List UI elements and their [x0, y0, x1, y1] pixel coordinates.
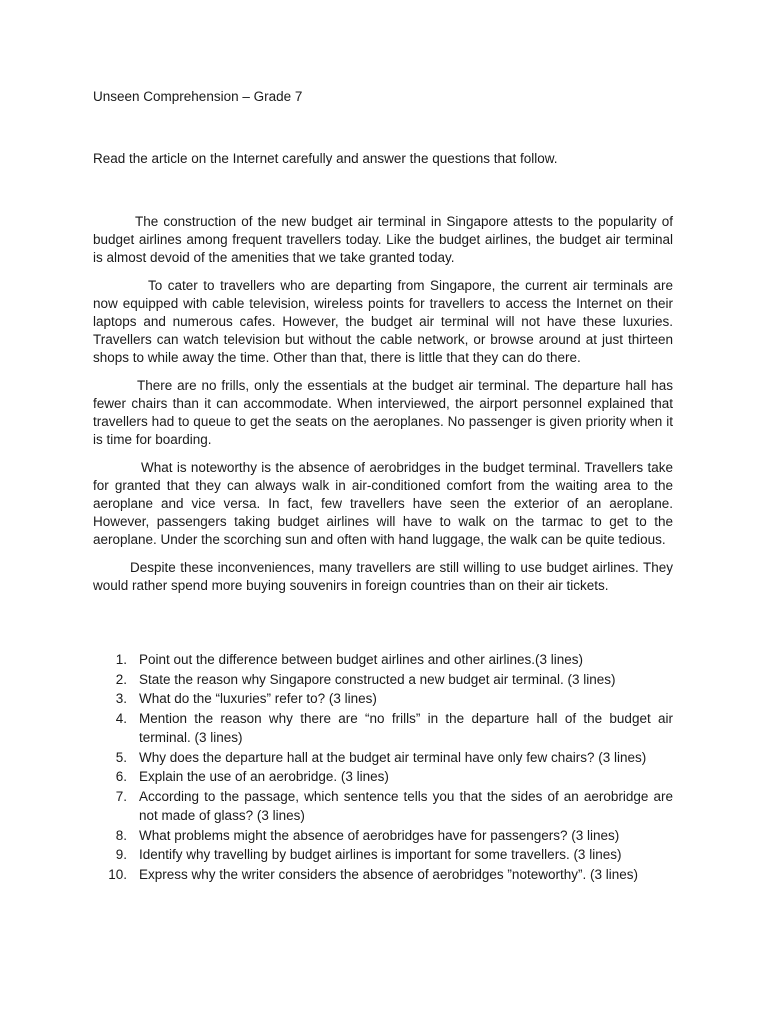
question-text: What do the “luxuries” refer to? (3 lines) [139, 691, 377, 706]
question-text: According to the passage, which sentence tells you that the sides of an aerobridge are not made of glass? (3 lines) [139, 788, 673, 823]
question-number: 2. [115, 671, 127, 687]
question-item [93, 845, 673, 865]
instruction-text: Read the article on the Internet carefully and answer the questions that follow. [93, 151, 558, 166]
question-number: 1. [115, 652, 127, 667]
question-item [93, 787, 673, 826]
question-item [93, 767, 673, 787]
article-body [93, 213, 673, 605]
article-paragraph: To cater to travellers who are departing from Singapore, the current air terminals are now equipped with cable television, wireless points for travellers to access the Internet on their laptops and numerous cafes. However, the budget air terminal will not have these luxuries. Travellers can watch television but without the cable network, or browse around at just thirteen shops to while away the time. Other than that, there is little that they can do there. [93, 278, 673, 365]
question-text: Why does the departure hall at the budget air terminal have only few chairs? (3 lines) [139, 749, 647, 765]
question-item [93, 748, 673, 768]
question-number: 4. [115, 710, 127, 726]
question-number: 8. [115, 827, 127, 843]
article-paragraph: There are no frills, only the essentials at the budget air terminal. The departure hall has fewer chairs than it can accommodate. When interviewed, the airport personnel explained that travellers had to queue to get the seats on the aeroplanes. No passenger is given priority when it is time for boarding. [93, 378, 673, 447]
question-item [93, 709, 673, 748]
question-text: Mention the reason why there are “no frills” in the departure hall of the budget air terminal. (3 lines) [139, 710, 673, 745]
question-text: State the reason why Singapore constructed a new budget air terminal. (3 lines) [139, 671, 616, 687]
article-paragraph: What is noteworthy is the absence of aerobridges in the budget terminal. Travellers take for granted that they can always walk in air-conditioned comfort from the waiting area to the aeroplane and vice versa. In fact, few travellers have seen the exterior of an aeroplane. However, passengers taking budget airlines will have to walk on the tarmac to get to the aeroplane. Under the scorching sun and often with hand luggage, the walk can be quite tedious. [93, 460, 673, 547]
question-text: Explain the use of an aerobridge. (3 lines) [139, 769, 389, 784]
question-list [93, 650, 673, 884]
article-paragraph: Despite these inconveniences, many travellers are still willing to use budget airlines. They would rather spend more buying souvenirs in foreign countries than on their air tickets. [93, 560, 673, 593]
question-number: 3. [115, 691, 127, 706]
question-text: Point out the difference between budget airlines and other airlines.(3 lines) [139, 652, 584, 667]
question-text: Express why the writer considers the absence of aerobridges ”noteworthy”. (3 lines) [139, 866, 638, 882]
question-number: 5. [115, 749, 127, 765]
question-item [93, 689, 673, 709]
question-item [93, 865, 673, 885]
question-number: 7. [115, 788, 127, 804]
question-item [93, 670, 673, 690]
question-number: 10. [108, 866, 127, 882]
question-number: 9. [115, 847, 127, 862]
question-text: What problems might the absence of aerobridges have for passengers? (3 lines) [139, 827, 620, 843]
question-text: Identify why travelling by budget airlines is important for some travellers. (3 lines) [139, 847, 622, 862]
question-item [93, 826, 673, 846]
article-paragraph: The construction of the new budget air terminal in Singapore attests to the popularity of budget airlines among frequent travellers today. Like the budget airlines, the budget air terminal is almost devoid of the amenities that we take granted today. [93, 214, 673, 265]
question-number: 6. [115, 769, 127, 784]
document-title: Unseen Comprehension – Grade 7 [93, 89, 303, 104]
question-item [93, 650, 673, 670]
